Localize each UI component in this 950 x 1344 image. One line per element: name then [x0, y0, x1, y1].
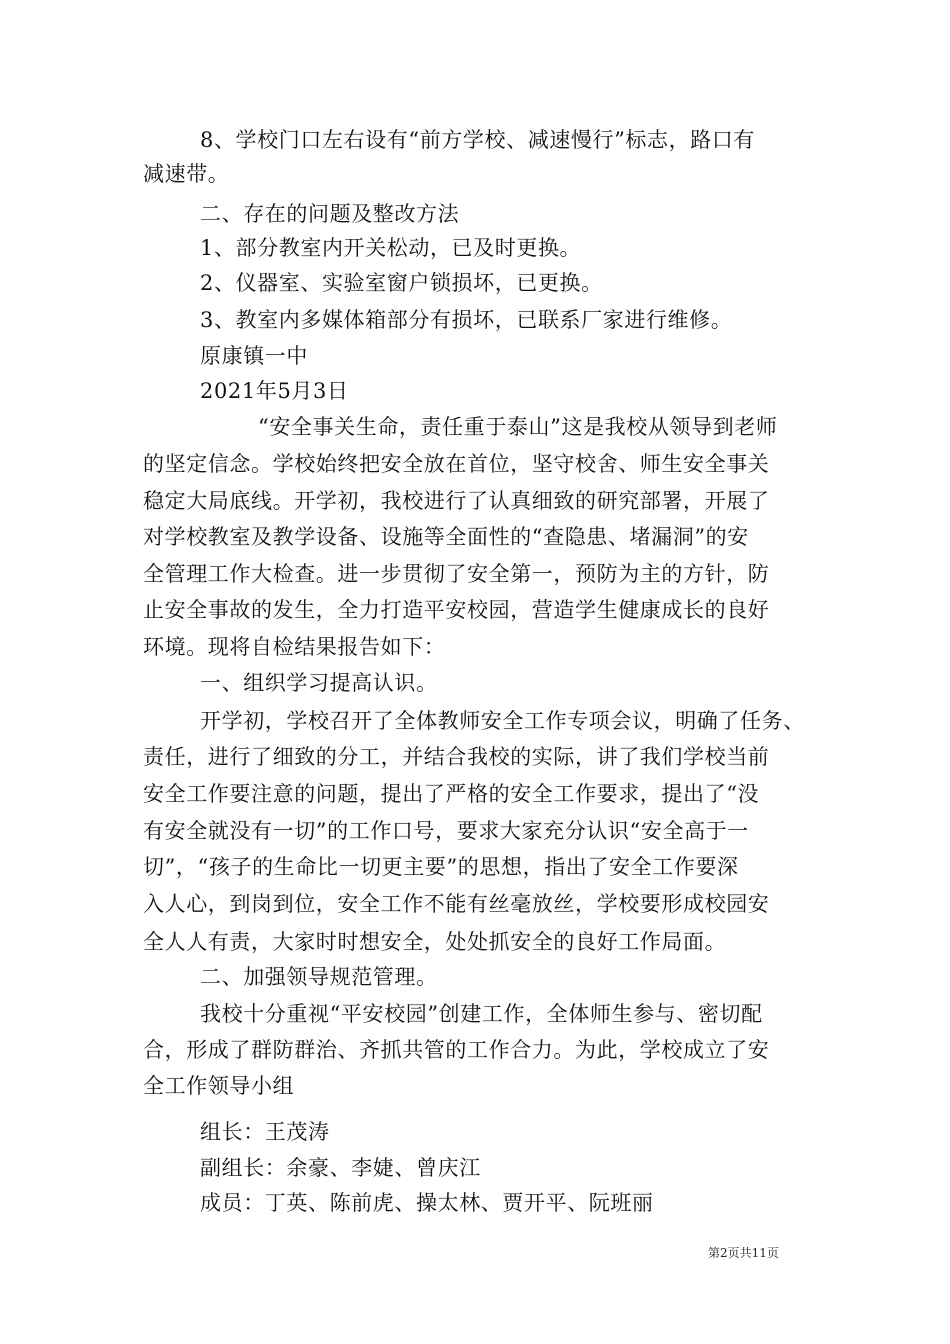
text-line: 责任，进行了细致的分工，并结合我校的实际，讲了我们学校当前 — [143, 745, 770, 769]
text-line: 稳定大局底线。开学初，我校进行了认真细致的研究部署，开展了 — [143, 489, 770, 513]
text-line: “安全事关生命，责任重于泰山”这是我校从领导到老师 — [258, 415, 778, 439]
text-line: 止安全事故的发生，全力打造平安校园，营造学生健康成长的良好 — [143, 598, 770, 622]
page-footer: 第2页共11页 — [708, 1246, 779, 1260]
text-line: 的坚定信念。学校始终把安全放在首位，坚守校舍、师生安全事关 — [143, 452, 770, 476]
text-line: 8、学校门口左右设有“前方学校、减速慢行”标志，路口有 — [200, 128, 756, 152]
group-members: 成员：丁英、陈前虎、操太林、贾开平、阮班丽 — [200, 1191, 654, 1215]
text-line: 安全工作要注意的问题，提出了严格的安全工作要求，提出了“没 — [143, 782, 760, 806]
signature-organization: 原康镇一中 — [200, 344, 308, 368]
text-line: 全管理工作大检查。进一步贯彻了安全第一，预防为主的方针，防 — [143, 562, 770, 586]
text-line: 切”，“孩子的生命比一切更主要”的思想，指出了安全工作要深 — [143, 855, 739, 879]
text-line: 对学校教室及教学设备、设施等全面性的“查隐患、堵漏洞”的安 — [143, 525, 749, 549]
section-heading: 一、组织学习提高认识。 — [200, 671, 438, 695]
signature-date: 2021年5月3日 — [200, 379, 349, 403]
text-line: 有安全就没有一切”的工作口号，要求大家充分认识“安全高于一 — [143, 819, 749, 843]
text-line: 3、教室内多媒体箱部分有损坏，已联系厂家进行维修。 — [200, 308, 733, 332]
section-heading: 二、存在的问题及整改方法 — [200, 202, 460, 226]
group-leader: 组长：王茂涛 — [200, 1120, 330, 1144]
text-line: 全工作领导小组 — [143, 1074, 295, 1098]
text-line: 1、部分教室内开关松动，已及时更换。 — [200, 236, 582, 260]
text-line: 合，形成了群防群治、齐抓共管的工作合力。为此，学校成立了安 — [143, 1038, 770, 1062]
text-line: 环境。现将自检结果报告如下： — [143, 635, 446, 659]
text-line: 入人心，到岗到位，安全工作不能有丝毫放丝，学校要形成校园安 — [143, 892, 770, 916]
text-line: 我校十分重视“平安校园”创建工作，全体师生参与、密切配 — [200, 1002, 763, 1026]
section-heading: 二、加强领导规范管理。 — [200, 965, 438, 989]
text-line: 减速带。 — [143, 162, 230, 186]
text-line: 开学初，学校召开了全体教师安全工作专项会议，明确了任务、 — [200, 709, 805, 733]
text-line: 全人人有责，大家时时想安全，处处抓安全的良好工作局面。 — [143, 930, 727, 954]
text-line: 2、仪器室、实验室窗户锁损坏，已更换。 — [200, 271, 603, 295]
deputy-leaders: 副组长：余豪、李婕、曾庆江 — [200, 1156, 481, 1180]
